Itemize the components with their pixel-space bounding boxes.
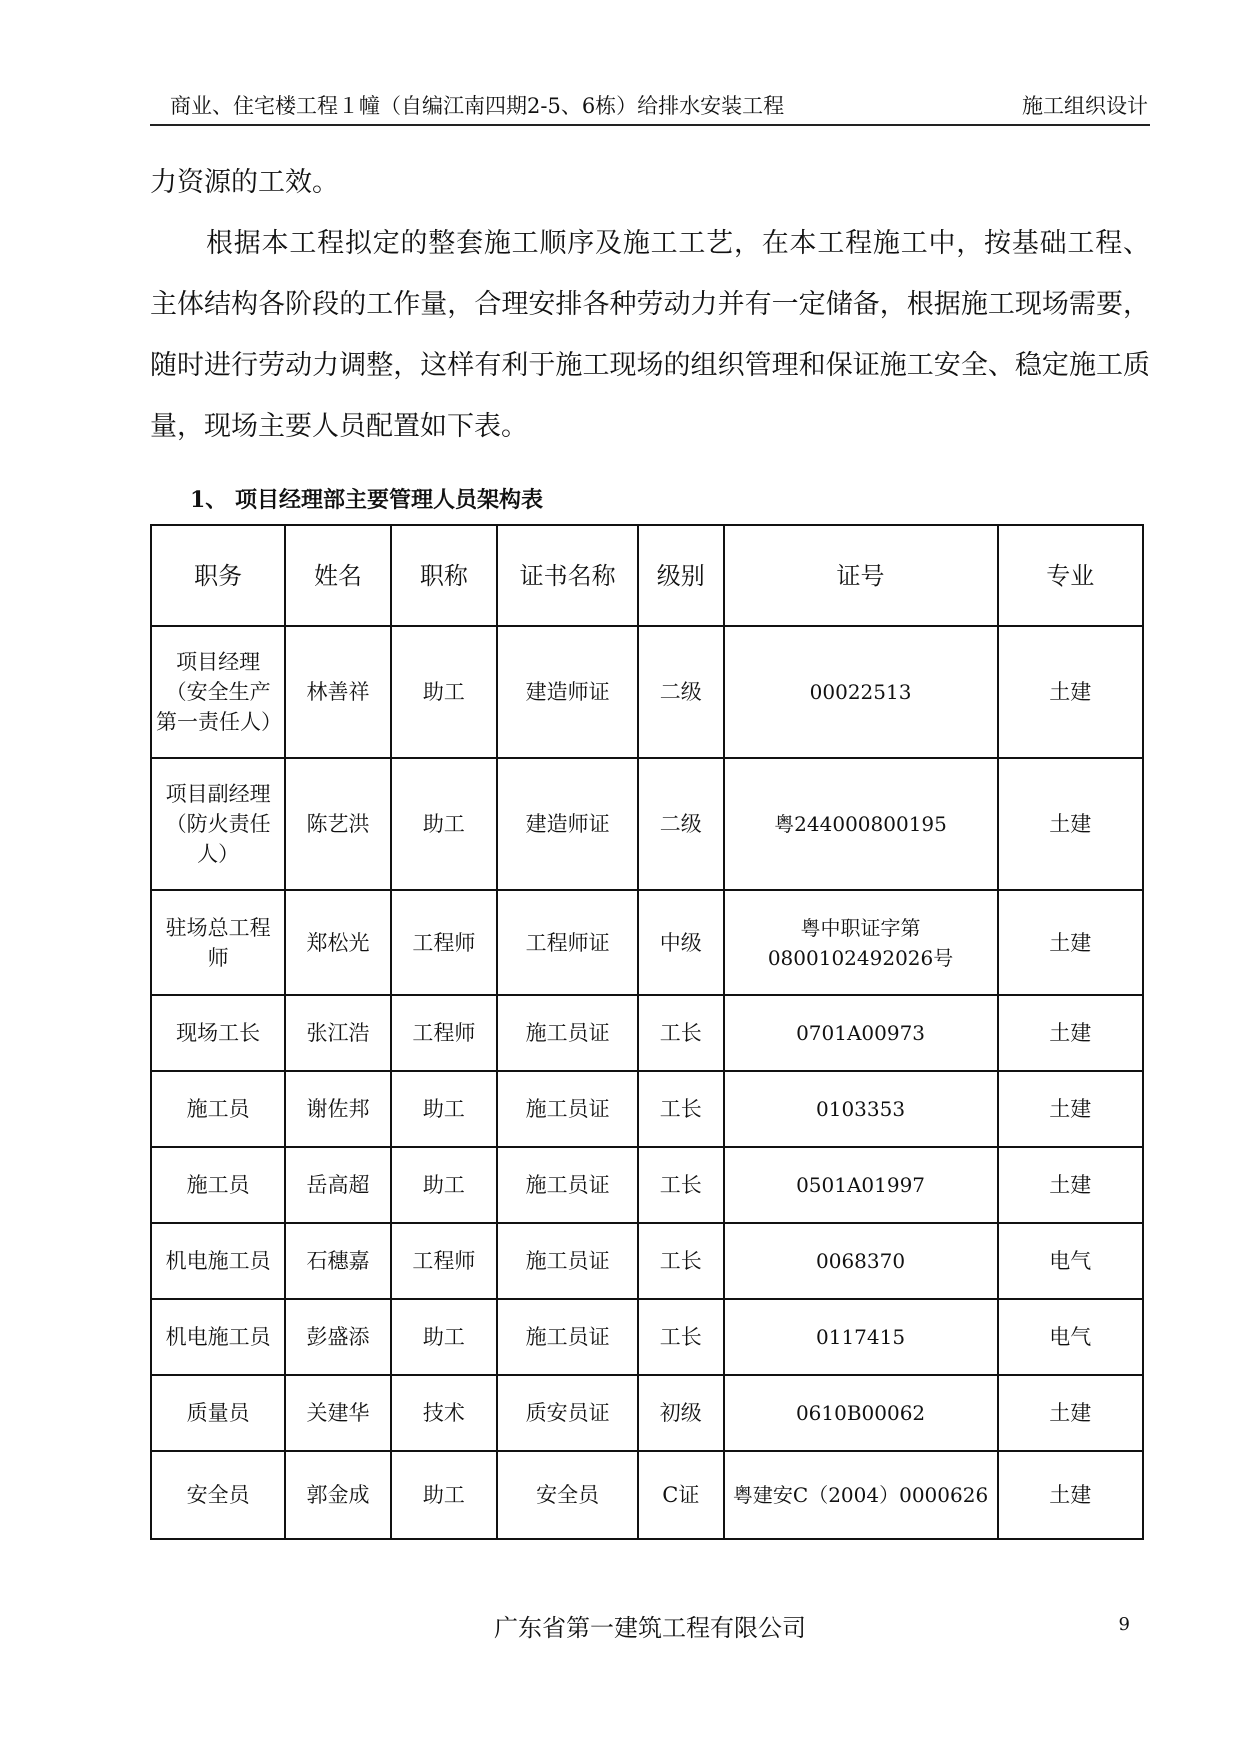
cell-position: 安全员 [151, 1451, 285, 1539]
cell-title: 助工 [391, 1451, 498, 1539]
cell-title: 助工 [391, 1147, 498, 1223]
column-header-position: 职务 [151, 525, 285, 626]
cell-position: 施工员 [151, 1071, 285, 1147]
cell-name: 张江浩 [285, 995, 390, 1071]
cell-level: 二级 [638, 626, 723, 758]
cell-position: 驻场总工程 师 [151, 890, 285, 995]
cell-title: 工程师 [391, 890, 498, 995]
table-row [151, 890, 1143, 995]
cell-position: 现场工长 [151, 995, 285, 1071]
cell-specialty: 土建 [998, 626, 1143, 758]
cell-name: 岳高超 [285, 1147, 390, 1223]
cell-specialty: 电气 [998, 1223, 1143, 1299]
cell-specialty: 电气 [998, 1299, 1143, 1375]
header-project-title: 商业、住宅楼工程１幢（自编江南四期2-5、6栋）给排水安装工程 [170, 94, 785, 118]
cell-certificate: 建造师证 [497, 626, 638, 758]
header-document-type: 施工组织设计 [1022, 94, 1148, 118]
cell-specialty: 土建 [998, 758, 1143, 890]
cell-certificate: 工程师证 [497, 890, 638, 995]
cell-specialty: 土建 [998, 1071, 1143, 1147]
cell-specialty: 土建 [998, 1147, 1143, 1223]
table-row [151, 1147, 1143, 1223]
cell-level: 工长 [638, 1071, 723, 1147]
cell-position: 项目副经理 （防火责任 人） [151, 758, 285, 890]
table-row [151, 995, 1143, 1071]
cell-cert-number: 粤中职证字第 0800102492026号 [724, 890, 998, 995]
table-row [151, 626, 1143, 758]
page-number: 9 [1118, 1614, 1130, 1635]
cell-position: 项目经理 （安全生产 第一责任人） [151, 626, 285, 758]
cell-level: 工长 [638, 1147, 723, 1223]
table-row [151, 1223, 1143, 1299]
cell-cert-number: 粤244000800195 [724, 758, 998, 890]
cell-level: 工长 [638, 1223, 723, 1299]
cell-specialty: 土建 [998, 995, 1143, 1071]
page-header [150, 84, 1150, 126]
table-row [151, 1451, 1143, 1539]
cell-cert-number: 0117415 [724, 1299, 998, 1375]
cell-title: 工程师 [391, 1223, 498, 1299]
cell-level: 中级 [638, 890, 723, 995]
footer-company-name: 广东省第一建筑工程有限公司 [494, 1614, 806, 1642]
cell-title: 工程师 [391, 995, 498, 1071]
cell-position: 机电施工员 [151, 1223, 285, 1299]
cell-name: 谢佐邦 [285, 1071, 390, 1147]
staff-table [150, 524, 1144, 1540]
cell-certificate: 施工员证 [497, 1223, 638, 1299]
cell-specialty: 土建 [998, 1375, 1143, 1451]
cell-position: 施工员 [151, 1147, 285, 1223]
cell-name: 林善祥 [285, 626, 390, 758]
cell-title: 技术 [391, 1375, 498, 1451]
cell-cert-number: 0501A01997 [724, 1147, 998, 1223]
cell-name: 陈艺洪 [285, 758, 390, 890]
cell-certificate: 施工员证 [497, 1071, 638, 1147]
cell-position: 机电施工员 [151, 1299, 285, 1375]
cell-cert-number: 0701A00973 [724, 995, 998, 1071]
cell-cert-number: 粤建安C（2004）0000626 [724, 1451, 998, 1539]
column-header-certificate: 证书名称 [497, 525, 638, 626]
cell-name: 郑松光 [285, 890, 390, 995]
table-header-row [151, 525, 1143, 626]
cell-certificate: 安全员 [497, 1451, 638, 1539]
cell-cert-number: 00022513 [724, 626, 998, 758]
section-title: 1、 项目经理部主要管理人员架构表 [190, 487, 543, 513]
cell-level: 初级 [638, 1375, 723, 1451]
cell-level: 二级 [638, 758, 723, 890]
cell-name: 石穗嘉 [285, 1223, 390, 1299]
cell-certificate: 施工员证 [497, 995, 638, 1071]
cell-position: 质量员 [151, 1375, 285, 1451]
column-header-title: 职称 [391, 525, 498, 626]
column-header-level: 级别 [638, 525, 723, 626]
cell-title: 助工 [391, 1299, 498, 1375]
cell-level: 工长 [638, 1299, 723, 1375]
cell-cert-number: 0103353 [724, 1071, 998, 1147]
cell-certificate: 质安员证 [497, 1375, 638, 1451]
cell-title: 助工 [391, 758, 498, 890]
page-footer [150, 1608, 1150, 1648]
cell-name: 郭金成 [285, 1451, 390, 1539]
paragraph-continuation: 力资源的工效。 [150, 167, 339, 198]
paragraph-labor-arrangement: 根据本工程拟定的整套施工顺序及施工工艺，在本工程施工中，按基础工程、主体结构各阶段的工作量，合理安排各种劳动力并有一定储备，根据施工现场需要，随时进行劳动力调整，这样有利于施工现场的组织管理和保证施工安全、稳定施工质量，现场主要人员配置如下表。 [150, 228, 1150, 442]
table-row [151, 1375, 1143, 1451]
cell-title: 助工 [391, 1071, 498, 1147]
table-row [151, 1299, 1143, 1375]
cell-name: 彭盛添 [285, 1299, 390, 1375]
cell-specialty: 土建 [998, 1451, 1143, 1539]
cell-level: C证 [638, 1451, 723, 1539]
column-header-specialty: 专业 [998, 525, 1143, 626]
cell-cert-number: 0068370 [724, 1223, 998, 1299]
column-header-cert-number: 证号 [724, 525, 998, 626]
cell-cert-number: 0610B00062 [724, 1375, 998, 1451]
cell-certificate: 施工员证 [497, 1147, 638, 1223]
column-header-name: 姓名 [285, 525, 390, 626]
cell-certificate: 施工员证 [497, 1299, 638, 1375]
table-row [151, 758, 1143, 890]
cell-certificate: 建造师证 [497, 758, 638, 890]
table-row [151, 1071, 1143, 1147]
cell-specialty: 土建 [998, 890, 1143, 995]
cell-name: 关建华 [285, 1375, 390, 1451]
cell-level: 工长 [638, 995, 723, 1071]
cell-title: 助工 [391, 626, 498, 758]
